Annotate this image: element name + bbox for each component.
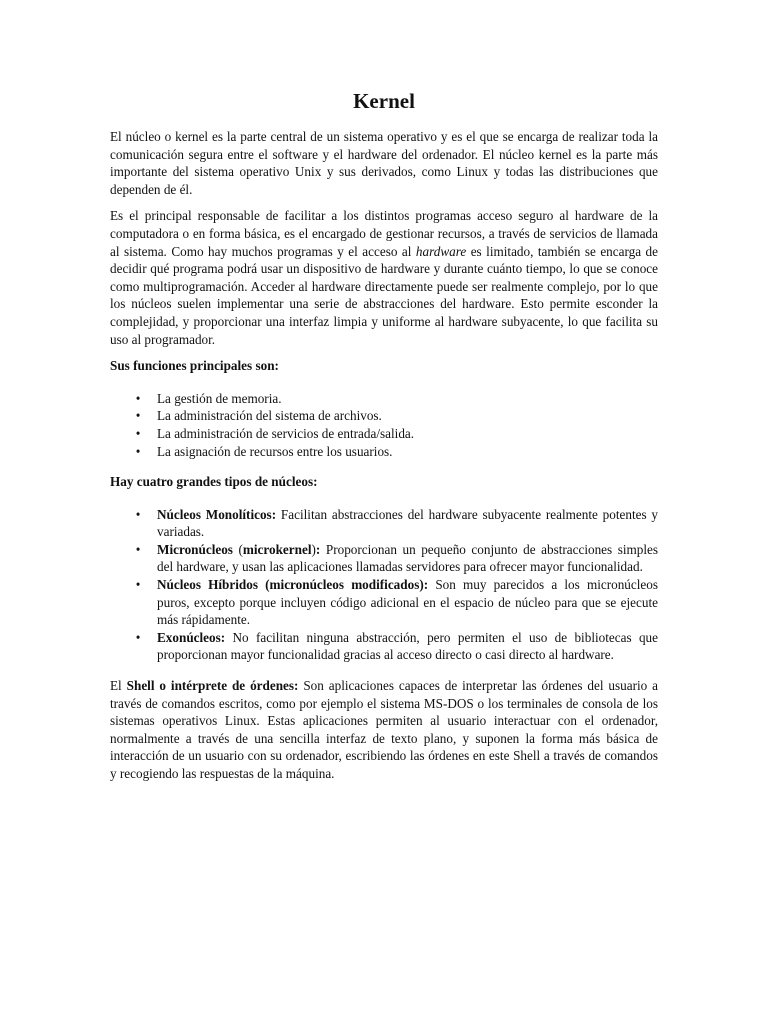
type-description: No facilitan ninguna abstracción, pero permiten el uso de bibliotecas que proporcionan mayor funcionalidad gracias al acceso directo o casi directo al hardware. [157,629,658,663]
function-item-text: La asignación de recursos entre los usuarios. [157,443,393,459]
type-description: Son muy parecidos a los micronúcleos puros, excepto porque incluyen código adicional en el espacio de núcleo para que se ejecute más rápidamente. [157,577,658,628]
functions-heading: Sus funciones principales son: [110,358,279,374]
bullet-icon: • [135,629,141,645]
list-item: • Micronúcleos (microkernel): Proporcionan un pequeño conjunto de abstracciones simples del hardware, y usan las aplicaciones llamadas servidores para ofrecer mayor funcionalidad. [110,541,658,576]
functions-list [110,390,658,460]
shell-text: Son aplicaciones capaces de interpretar las órdenes del usuario a través de comandos escritos, como por ejemplo el sistema MS-DOS o los terminales de consola de los sistemas operativos Linux. Estas aplicaciones permiten al usuario interactuar con el ordenador, normalmente a través de una sencilla interfaz de texto plano, y suponen la forma más básica de interacción de un usuario con su ordenador, escribiendo las órdenes en este Shell a través de comandos y recogiendo las respuestas de la máquina. [110,678,659,781]
type-name: Núcleos Híbridos (micronúcleos modificados): [157,577,429,593]
bullet-icon: • [135,443,141,459]
function-item-text: La administración del sistema de archivos. [157,408,382,424]
type-alt-name: microkernel [242,541,312,557]
intro-paragraph: El núcleo o kernel es la parte central de un sistema operativo y es el que se encarga de realizar toda la comunicación segura entre el software y el hardware del ordenador. El núcleo kernel es la parte más importante del sistema operativo Unix y sus derivados, como Linux y todas las distribuciones que dependen de él. [110,129,658,197]
bullet-icon: • [135,408,141,424]
type-name: Exonúcleos: [157,629,226,645]
kernel-types-list [110,506,658,664]
responsibility-paragraph [110,207,658,348]
function-item-text: La gestión de memoria. [157,390,282,406]
shell-paragraph [110,677,658,783]
hardware-italic-term: hardware [415,243,467,259]
types-heading: Hay cuatro grandes tipos de núcleos: [110,474,318,490]
bullet-icon: • [135,506,141,522]
document-page [110,88,658,792]
type-name: Núcleos Monolíticos: [157,506,277,522]
list-item [110,390,658,408]
responsibility-text-end: es limitado, también se encarga de decidir qué programa podrá usar un dispositivo de hardware y durante cuánto tiempo, lo que se conoce como multiprogramación. Acceder al hardware directamente puede ser realmente complejo, por lo que los núcleos suelen implementar una serie de abstracciones del hardware. Esto permite esconder la complejidad, y proporcionar una interfaz limpia y uniforme al hardware subyacente, lo que facilita su uso al programador. [110,243,659,347]
bullet-icon: • [135,541,141,557]
document-title: Kernel [353,89,415,113]
responsibility-text-start: Es el principal responsable de facilitar a los distintos programas acceso seguro al hardware de la computadora o en forma básica, es el encargado de gestionar recursos, a través de servicios de llamada al sistema. Como hay muchos programas y el acceso al [110,208,658,259]
type-description: Proporcionan un pequeño conjunto de abstracciones simples del hardware, y usan las aplicaciones llamadas servidores para ofrecer mayor funcionalidad. [157,541,659,575]
type-name: Micronúcleos [157,541,233,557]
bullet-icon: • [135,577,141,593]
list-item [110,425,658,443]
list-item [110,443,658,461]
shell-lead: El [110,678,122,694]
bullet-icon: • [135,390,141,406]
shell-term: Shell o intérprete de órdenes: [126,678,299,694]
bullet-icon: • [135,425,141,441]
function-item-text: La administración de servicios de entrada/salida. [157,425,415,441]
type-description: Facilitan abstracciones del hardware subyacente realmente potentes y variadas. [157,506,659,540]
list-item [110,407,658,425]
list-item [110,506,658,541]
list-item [110,629,658,664]
list-item [110,576,658,629]
